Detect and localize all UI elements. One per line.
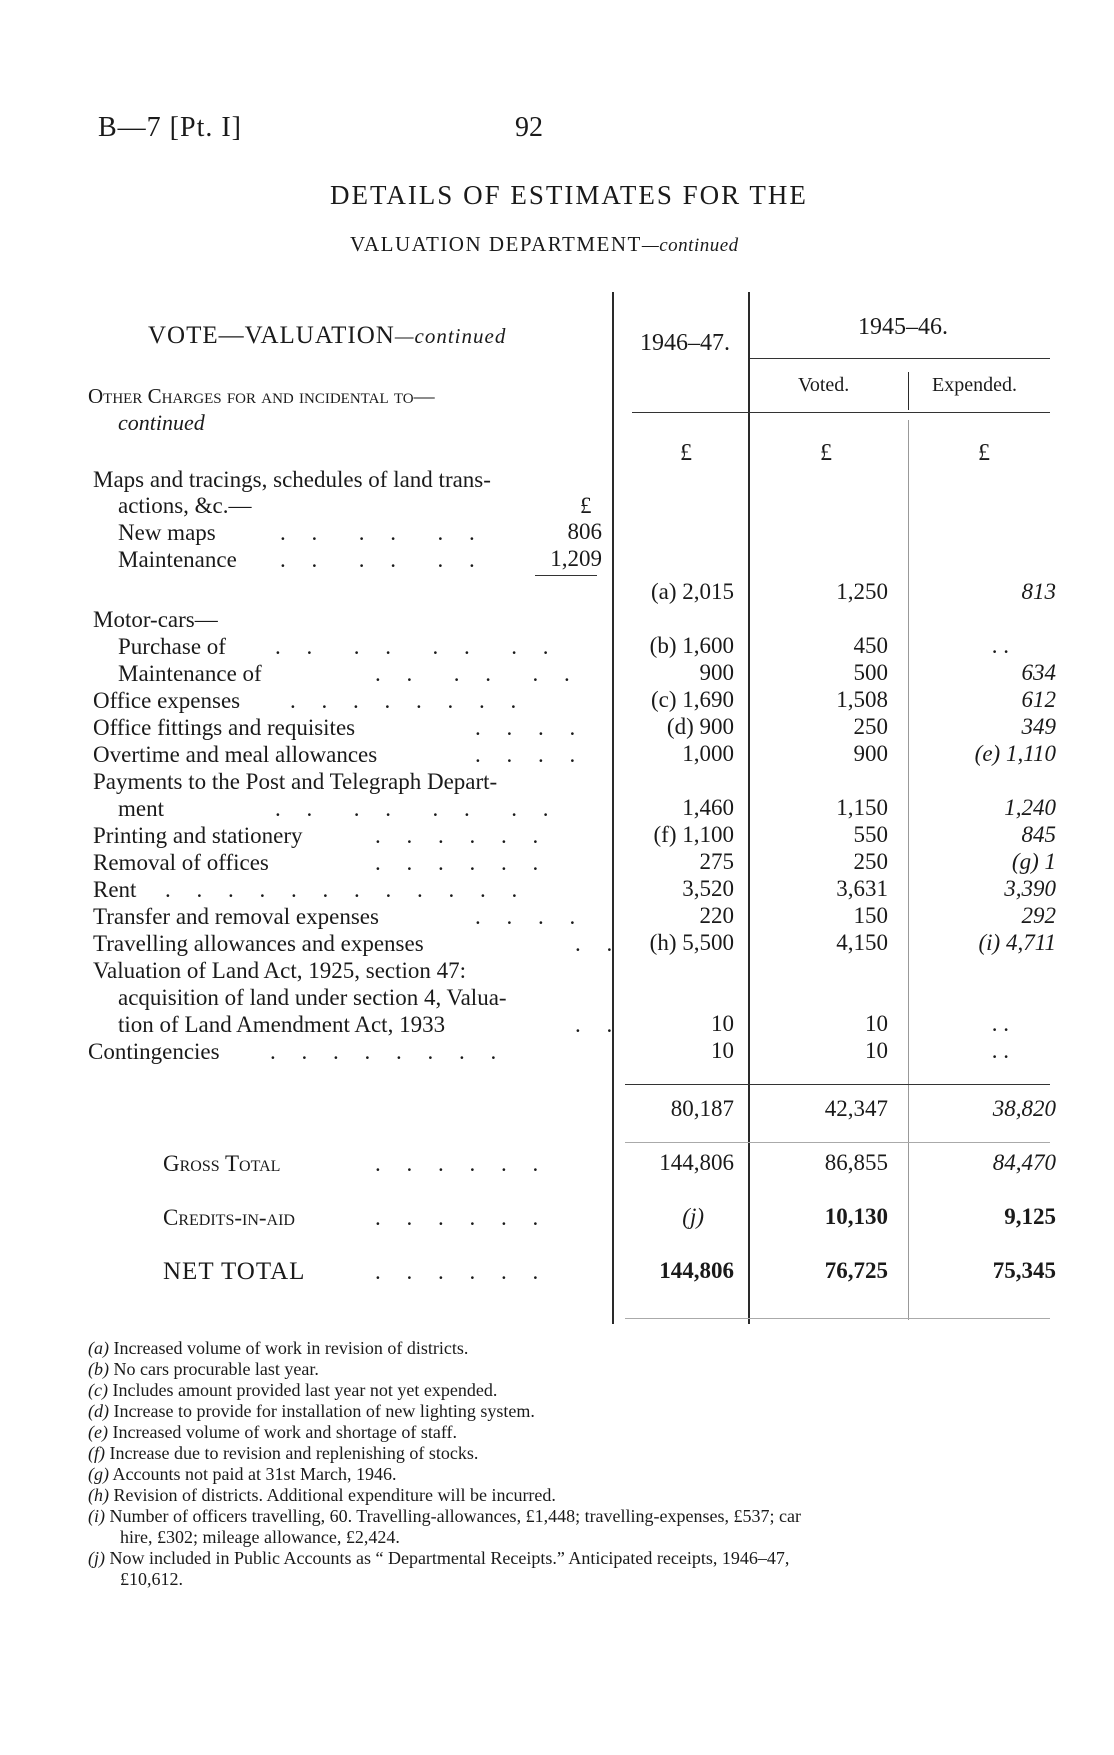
- footnote: [88, 1359, 319, 1380]
- net-total-expended: 75,345: [992, 1258, 1056, 1283]
- subtitle-continued: —continued: [641, 235, 739, 256]
- footnote-mark: (f): [88, 1443, 105, 1463]
- valuation-label-3: tion of Land Amendment Act, 1933: [118, 1012, 446, 1037]
- motor-cars-label: Motor-cars—: [93, 607, 218, 632]
- table-row-voted: 900: [853, 741, 888, 766]
- col2-rule: [748, 292, 750, 1324]
- footnote-mark: (d): [88, 1401, 109, 1421]
- vote-title: VOTE—VALUATION: [148, 322, 395, 349]
- gross-rule: [625, 1142, 1050, 1143]
- motor-purchase-1946: (b) 1,600: [649, 633, 734, 658]
- gross-total-label: Gross Total: [163, 1151, 281, 1176]
- footnote: [88, 1422, 457, 1443]
- footnote-mark: (e): [88, 1422, 108, 1442]
- table-row-expended: 292: [1021, 903, 1056, 928]
- maps-voted-value: 1,250: [836, 579, 888, 604]
- table-row-1946: (c) 1,690: [650, 687, 734, 712]
- post-1946: 1,460: [682, 795, 734, 820]
- maps-1946-value: (a) 2,015: [650, 579, 734, 604]
- table-row-voted: 550: [853, 822, 888, 847]
- table-row-label: Printing and stationery: [93, 823, 303, 848]
- table-row-voted: 1,508: [836, 687, 888, 712]
- gross-total-dots: . . . . . .: [375, 1151, 549, 1176]
- currency-col1: £: [680, 440, 692, 466]
- net-total-label: NET TOTAL: [163, 1258, 306, 1285]
- motor-maint-voted: 500: [853, 660, 888, 685]
- contingencies-voted: 10: [865, 1038, 888, 1063]
- col-expended-header: Expended.: [932, 374, 1017, 396]
- table-row-label: Travelling allowances and expenses: [93, 931, 424, 956]
- col3-rule-lower: [908, 420, 909, 1320]
- net-total-voted: 76,725: [824, 1258, 888, 1283]
- table-row-1946: (f) 1,100: [653, 822, 734, 847]
- contingencies-dots: . . . . . . . .: [270, 1039, 507, 1064]
- table-row-label: Transfer and removal expenses: [93, 904, 379, 929]
- other-charges-continued: continued: [118, 410, 205, 435]
- subtotal-rule: [625, 1084, 1050, 1085]
- subtotal-voted: 42,347: [824, 1096, 888, 1121]
- maps-subtotal-rule: [535, 575, 597, 576]
- table-row-dots: . . . . . .: [375, 823, 549, 848]
- col3-rule: [908, 372, 909, 410]
- valuation-expended: . .: [991, 1011, 1009, 1036]
- col1-rule: [612, 292, 614, 1324]
- net-total-dots: . . . . . .: [375, 1259, 549, 1284]
- gross-total-1946: 144,806: [659, 1150, 734, 1175]
- credits-1946: (j): [682, 1204, 704, 1229]
- maintenance-value: 1,209: [550, 546, 602, 571]
- contingencies-1946: 10: [711, 1038, 734, 1063]
- footnote: [88, 1401, 535, 1422]
- post-label-2: ment: [118, 796, 164, 821]
- maps-pound: £: [580, 493, 592, 518]
- footnote-text: Number of officers travelling, 60. Travelling-allowances, £1,448; travelling-expenses, £537; car: [109, 1506, 801, 1526]
- page-subtitle: [350, 232, 739, 257]
- page-number: 92: [515, 112, 543, 143]
- post-label-1: Payments to the Post and Telegraph Depart-: [93, 769, 498, 794]
- valuation-1946: 10: [711, 1011, 734, 1036]
- table-row-expended: 845: [1021, 822, 1056, 847]
- new-maps-label: New maps: [118, 520, 216, 545]
- subtitle-text: VALUATION DEPARTMENT: [350, 232, 642, 256]
- valuation-label-2: acquisition of land under section 4, Valua-: [118, 985, 507, 1010]
- motor-maint-label: Maintenance of: [118, 661, 262, 686]
- table-row-expended: 3,390: [1004, 876, 1056, 901]
- gross-total-voted: 86,855: [824, 1150, 888, 1175]
- post-voted: 1,150: [836, 795, 888, 820]
- col-voted-header: Voted.: [798, 374, 850, 396]
- motor-maint-dots: . . . . . .: [375, 661, 580, 686]
- maps-label-1: Maps and tracings, schedules of land trans-: [93, 467, 491, 492]
- maps-label-2: actions, &c.—: [118, 493, 252, 518]
- table-row-dots: . . . . . .: [375, 850, 549, 875]
- table-row-voted: 150: [853, 903, 888, 928]
- table-row-expended: (g) 1: [1011, 849, 1056, 874]
- footnote: [88, 1464, 396, 1485]
- footnote-text: Revision of districts. Additional expenditure will be incurred.: [113, 1485, 556, 1505]
- maintenance-dots: . . . . . .: [280, 547, 485, 572]
- table-row-label: Office expenses: [93, 688, 241, 713]
- table-row-1946: 3,520: [682, 876, 734, 901]
- table-row-voted: 4,150: [836, 930, 888, 955]
- footnote-mark: (h): [88, 1485, 109, 1505]
- table-row-dots: . . . . . . . .: [290, 688, 527, 713]
- contingencies-expended: . .: [991, 1038, 1009, 1063]
- table-row-label: Overtime and meal allowances: [93, 742, 378, 767]
- table-row-dots: . . . .: [475, 904, 586, 929]
- table-row-1946: 1,000: [682, 741, 734, 766]
- table-row-label: Office fittings and requisites: [93, 715, 356, 740]
- credits-dots: . . . . . .: [375, 1205, 549, 1230]
- vote-continued: —continued: [394, 324, 507, 348]
- valuation-voted: 10: [865, 1011, 888, 1036]
- footnote: [88, 1506, 801, 1527]
- subtotal-1946: 80,187: [670, 1096, 734, 1121]
- maps-expended-value: 813: [1021, 579, 1056, 604]
- post-dots: . . . . . . . .: [275, 796, 559, 821]
- table-row-label: Rent: [93, 877, 137, 902]
- footnote: [88, 1380, 497, 1401]
- credits-voted: 10,130: [824, 1204, 888, 1229]
- footnote-text: Increased volume of work and shortage of staff.: [112, 1422, 458, 1442]
- footnote-mark: (i): [88, 1506, 105, 1526]
- table-row-expended: (e) 1,110: [974, 741, 1056, 766]
- table-row-expended: (i) 4,711: [978, 930, 1056, 955]
- motor-maint-1946: 900: [699, 660, 734, 685]
- footnote: [88, 1485, 556, 1506]
- valuation-dots: . .: [575, 1012, 623, 1037]
- table-row-voted: 250: [853, 714, 888, 739]
- net-total-1946: 144,806: [659, 1258, 734, 1283]
- footnote-continuation: £10,612.: [120, 1569, 183, 1589]
- vote-heading: [148, 322, 506, 350]
- col-1945-46-header: 1945–46.: [858, 314, 948, 340]
- footnote-mark: (c): [88, 1380, 108, 1400]
- footnote-text: Increase due to revision and replenishing of stocks.: [109, 1443, 479, 1463]
- table-row-voted: 3,631: [836, 876, 888, 901]
- bottom-rule: [625, 1318, 1050, 1319]
- footnote-text: No cars procurable last year.: [113, 1359, 319, 1379]
- col-1946-47-header: 1946–47.: [640, 330, 730, 356]
- table-row-1946: 220: [699, 903, 734, 928]
- footnote-text: Increased volume of work in revision of districts.: [113, 1338, 469, 1358]
- credits-expended: 9,125: [1004, 1204, 1056, 1229]
- table-row-1946: (d) 900: [666, 714, 734, 739]
- post-expended: 1,240: [1004, 795, 1056, 820]
- footnote-text: Includes amount provided last year not yet expended.: [112, 1380, 498, 1400]
- footnote-mark: (a): [88, 1338, 109, 1358]
- gross-total-expended: 84,470: [992, 1150, 1056, 1175]
- document-reference: B—7 [Pt. I]: [98, 112, 242, 143]
- motor-purchase-voted: 450: [853, 633, 888, 658]
- new-maps-dots: . . . . . .: [280, 520, 485, 545]
- new-maps-value: 806: [567, 519, 602, 544]
- motor-purchase-label: Purchase of: [118, 634, 226, 659]
- subtotal-expended: 38,820: [992, 1096, 1056, 1121]
- table-row-dots: . . . .: [475, 715, 586, 740]
- other-charges-heading: Other Charges for and incidental to—: [88, 384, 435, 408]
- footnote: [88, 1548, 789, 1569]
- table-row-1946: (h) 5,500: [649, 930, 734, 955]
- page-title: DETAILS OF ESTIMATES FOR THE: [330, 180, 808, 210]
- table-row-1946: 275: [699, 849, 734, 874]
- table-row-dots: . .: [575, 931, 623, 956]
- motor-purchase-expended: . .: [991, 633, 1009, 658]
- table-row-label: Removal of offices: [93, 850, 269, 875]
- table-row-dots: . . . .: [475, 742, 586, 767]
- table-row-voted: 250: [853, 849, 888, 874]
- footnote-text: Accounts not paid at 31st March, 1946.: [112, 1464, 397, 1484]
- table-row-expended: 349: [1021, 714, 1056, 739]
- motor-maint-expended: 634: [1021, 660, 1056, 685]
- motor-purchase-dots: . . . . . . . .: [275, 634, 559, 659]
- maintenance-label: Maintenance: [118, 547, 237, 572]
- credits-label: Credits-in-aid: [163, 1205, 295, 1230]
- currency-col3: £: [978, 440, 990, 466]
- footnote: [88, 1443, 478, 1464]
- table-row-expended: 612: [1021, 687, 1056, 712]
- table-row-dots: . . . . . . . . . . . .: [165, 877, 528, 902]
- group-underline: [750, 358, 1050, 359]
- footnote-mark: (j): [88, 1548, 105, 1568]
- footnote: [88, 1338, 468, 1359]
- footnote-continuation: hire, £302; mileage allowance, £2,424.: [120, 1527, 400, 1547]
- valuation-label-1: Valuation of Land Act, 1925, section 47:: [93, 958, 467, 983]
- currency-col2: £: [820, 440, 832, 466]
- footnote-text: Increase to provide for installation of new lighting system.: [113, 1401, 535, 1421]
- footnote-mark: (b): [88, 1359, 109, 1379]
- header-underline: [632, 412, 1050, 413]
- footnote-mark: (g): [88, 1464, 109, 1484]
- footnote-text: Now included in Public Accounts as “ Departmental Receipts.” Anticipated receipts, 1946–47,: [109, 1548, 790, 1568]
- contingencies-label: Contingencies: [88, 1039, 220, 1064]
